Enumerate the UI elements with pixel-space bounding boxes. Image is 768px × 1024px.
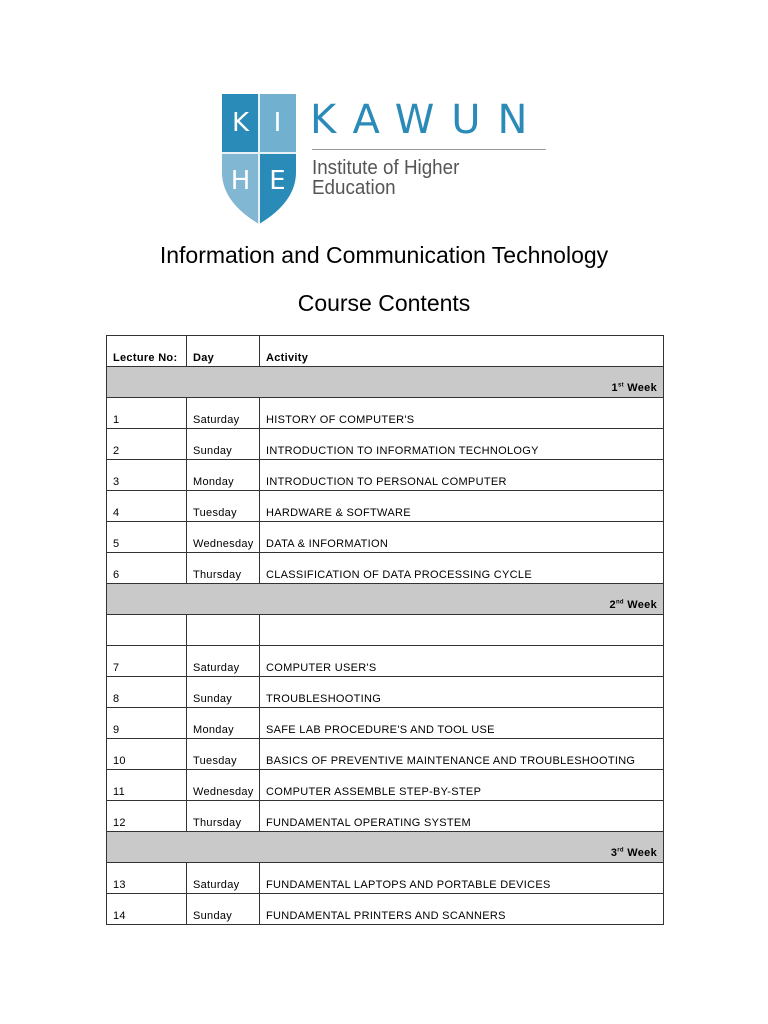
blank-row: [107, 615, 664, 646]
week-word: Week: [627, 382, 657, 394]
shield-icon: [222, 94, 296, 224]
table-row: [107, 553, 664, 584]
brand-subtitle: Institute of Higher Education: [312, 157, 460, 199]
cell-day: Tuesday: [187, 739, 260, 770]
cell-lecture: 7: [107, 646, 187, 677]
week-word: Week: [627, 847, 657, 859]
blank-cell: [187, 615, 260, 646]
cell-day: Wednesday: [187, 522, 260, 553]
document-subtitle: Course Contents: [297, 290, 471, 316]
table-row: [107, 739, 664, 770]
cell-activity: HARDWARE & SOFTWARE: [260, 491, 664, 522]
cell-activity: TROUBLESHOOTING: [260, 677, 664, 708]
cell-lecture: 2: [107, 429, 187, 460]
cell-day: Sunday: [187, 894, 260, 925]
cell-lecture: 3: [107, 460, 187, 491]
cell-day: Sunday: [187, 429, 260, 460]
table-row: [107, 522, 664, 553]
table-header-row: [107, 336, 664, 367]
cell-lecture: 14: [107, 894, 187, 925]
shield-letter-e: E: [269, 166, 286, 196]
table-row: [107, 894, 664, 925]
cell-lecture: 4: [107, 491, 187, 522]
week-word: Week: [627, 599, 657, 611]
week-label: [107, 367, 664, 398]
week-number: 2: [609, 599, 616, 611]
cell-lecture: 8: [107, 677, 187, 708]
table-row: [107, 646, 664, 677]
cell-activity: FUNDAMENTAL LAPTOPS AND PORTABLE DEVICES: [260, 863, 664, 894]
cell-activity: COMPUTER USER'S: [260, 646, 664, 677]
week-header-row: [107, 584, 664, 615]
cell-day: Sunday: [187, 677, 260, 708]
week-ordinal-suffix: nd: [615, 599, 624, 606]
shield-letter-k: K: [231, 108, 250, 138]
week-number: 1: [611, 382, 618, 394]
table-row: [107, 677, 664, 708]
week-ordinal-suffix: rd: [617, 847, 624, 854]
week-label: [107, 832, 664, 863]
week-header-row: [107, 367, 664, 398]
cell-day: Thursday: [187, 801, 260, 832]
week-number: 3: [610, 847, 618, 859]
table-row: [107, 770, 664, 801]
course-schedule-table: [106, 335, 664, 925]
cell-lecture: 6: [107, 553, 187, 584]
brand-name: KAWUN: [310, 97, 545, 143]
cell-activity: CLASSIFICATION OF DATA PROCESSING CYCLE: [260, 553, 664, 584]
header-activity: Activity: [260, 336, 664, 367]
cell-activity: SAFE LAB PROCEDURE'S AND TOOL USE: [260, 708, 664, 739]
cell-activity: DATA & INFORMATION: [260, 522, 664, 553]
header-day: Day: [187, 336, 260, 367]
cell-lecture: 11: [107, 770, 187, 801]
table-row: [107, 460, 664, 491]
shield-letter-i: I: [273, 108, 282, 138]
cell-activity: HISTORY OF COMPUTER'S: [260, 398, 664, 429]
table-row: [107, 708, 664, 739]
cell-day: Monday: [187, 460, 260, 491]
blank-cell: [260, 615, 664, 646]
cell-lecture: 12: [107, 801, 187, 832]
cell-day: Saturday: [187, 646, 260, 677]
cell-activity: FUNDAMENTAL PRINTERS AND SCANNERS: [260, 894, 664, 925]
document-title: Information and Communication Technology: [159, 242, 609, 268]
cell-activity: COMPUTER ASSEMBLE STEP-BY-STEP: [260, 770, 664, 801]
cell-day: Saturday: [187, 863, 260, 894]
cell-day: Thursday: [187, 553, 260, 584]
brand-divider: [312, 149, 546, 150]
cell-activity: BASICS OF PREVENTIVE MAINTENANCE AND TROUBLESHOOTING: [260, 739, 664, 770]
header-lecture-no: Lecture No:: [107, 336, 187, 367]
table-row: [107, 801, 664, 832]
cell-lecture: 10: [107, 739, 187, 770]
cell-activity: FUNDAMENTAL OPERATING SYSTEM: [260, 801, 664, 832]
cell-day: Wednesday: [187, 770, 260, 801]
cell-lecture: 9: [107, 708, 187, 739]
shield-letter-h: H: [230, 166, 251, 196]
table-row: [107, 398, 664, 429]
week-label: [107, 584, 664, 615]
cell-day: Monday: [187, 708, 260, 739]
cell-activity: INTRODUCTION TO PERSONAL COMPUTER: [260, 460, 664, 491]
cell-lecture: 1: [107, 398, 187, 429]
cell-day: Tuesday: [187, 491, 260, 522]
week-ordinal-suffix: st: [617, 382, 624, 389]
institute-logo: [222, 94, 546, 224]
blank-cell: [107, 615, 187, 646]
cell-lecture: 13: [107, 863, 187, 894]
cell-day: Saturday: [187, 398, 260, 429]
table-row: [107, 429, 664, 460]
cell-activity: INTRODUCTION TO INFORMATION TECHNOLOGY: [260, 429, 664, 460]
cell-lecture: 5: [107, 522, 187, 553]
schedule-body: [107, 367, 664, 925]
table-row: [107, 491, 664, 522]
table-row: [107, 863, 664, 894]
week-header-row: [107, 832, 664, 863]
